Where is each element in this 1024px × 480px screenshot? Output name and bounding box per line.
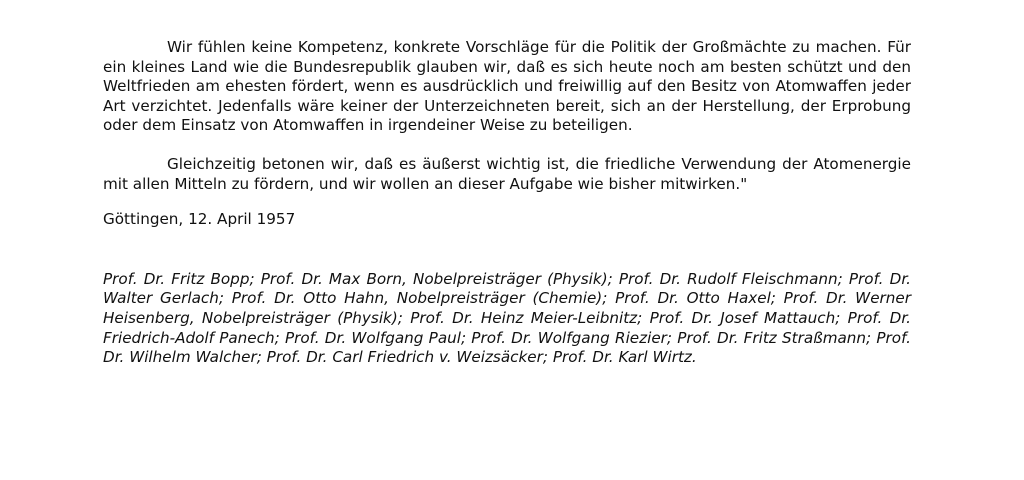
signatories-list: Prof. Dr. Fritz Bopp; Prof. Dr. Max Born, Nobelpreisträger (Physik); Prof. Dr. Rudolf Fleischmann; Prof. Dr. Walter Gerlach; Prof. Dr. Otto Hahn, Nobelpreisträger (Chemie); Prof. Dr. Otto Haxel; Prof. Dr. Werner Heisenberg, Nobelpreisträger (Physik); Prof. Dr. Heinz Meier-Leibnitz; Prof. Dr. Josef Mattauch; Prof. Dr. Friedrich-Adolf Panech; Prof. Dr. Wolfgang Paul; Prof. Dr. Wolfgang Riezier; Prof. Dr. Fritz Straßmann; Prof. Dr. Wilhelm Walcher; Prof. Dr. Carl Friedrich v. Weizsäcker; Prof. Dr. Karl Wirtz.: [103, 269, 911, 367]
paragraph-peaceful-use: Gleichzeitig betonen wir, daß es äußerst wichtig ist, die friedliche Verwendung der Atomenergie mit allen Mitteln zu fördern, und wir wollen an dieser Aufgabe wie bisher mitwirken.": [103, 154, 911, 193]
paragraph-statement: Wir fühlen keine Kompetenz, konkrete Vorschläge für die Politik der Großmächte zu machen. Für ein kleines Land wie die Bundesrepublik glauben wir, daß es sich heute noch am besten schützt und den Weltfrieden am ehesten fördert, wenn es ausdrücklich und freiwillig auf den Besitz von Atomwaffen jeder Art verzichtet. Jedenfalls wäre keiner der Unterzeichneten bereit, sich an der Herstellung, der Erprobung oder dem Einsatz von Atomwaffen in irgendeiner Weise zu beteiligen.: [103, 38, 911, 135]
document-page: [103, 38, 911, 368]
dateline: Göttingen, 12. April 1957: [103, 210, 296, 229]
